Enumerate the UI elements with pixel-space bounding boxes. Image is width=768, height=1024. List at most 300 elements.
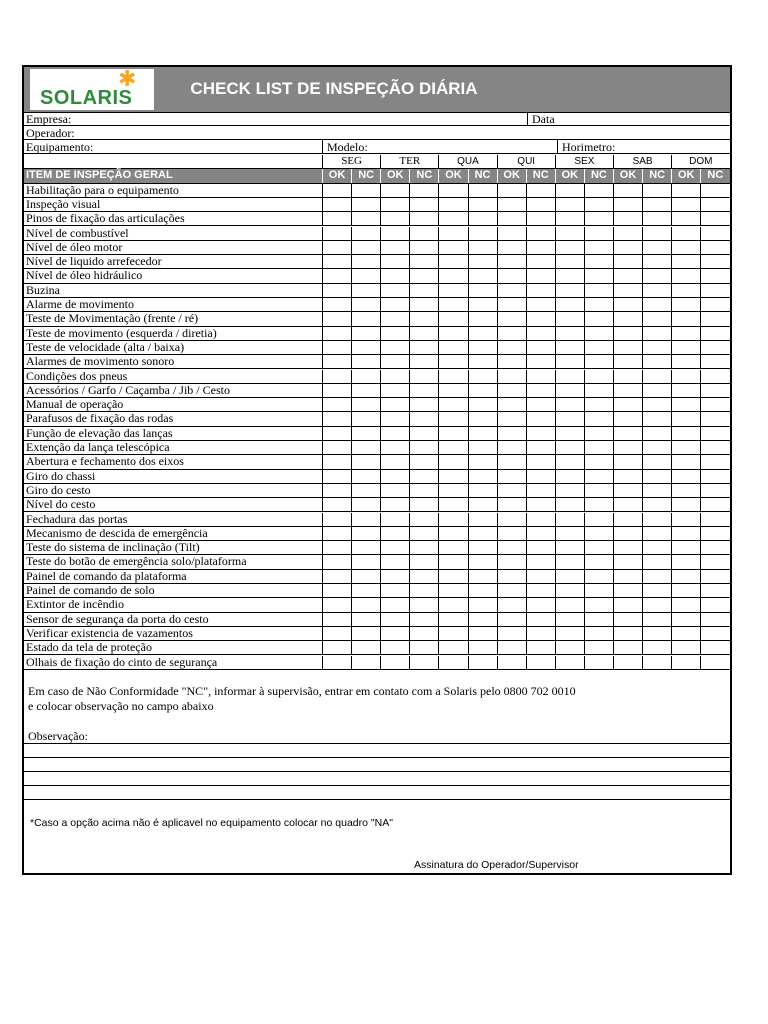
nc-cell-qui[interactable] [526, 555, 555, 568]
ok-cell-sab[interactable] [613, 627, 642, 640]
nc-cell-dom[interactable] [700, 298, 729, 311]
ok-cell-sab[interactable] [613, 498, 642, 511]
ok-cell-seg[interactable] [322, 598, 351, 611]
ok-cell-sex[interactable] [555, 584, 584, 597]
nc-cell-dom[interactable] [700, 427, 729, 440]
nc-cell-sab[interactable] [642, 613, 671, 626]
nc-cell-dom[interactable] [700, 498, 729, 511]
ok-cell-qui[interactable] [497, 555, 526, 568]
nc-cell-seg[interactable] [351, 484, 380, 497]
nc-cell-sex[interactable] [584, 584, 613, 597]
ok-cell-qui[interactable] [497, 441, 526, 454]
nc-cell-sab[interactable] [642, 498, 671, 511]
nc-cell-seg[interactable] [351, 613, 380, 626]
nc-cell-ter[interactable] [409, 441, 438, 454]
nc-cell-dom[interactable] [700, 255, 729, 268]
nc-cell-qui[interactable] [526, 656, 555, 669]
nc-cell-seg[interactable] [351, 498, 380, 511]
nc-cell-sab[interactable] [642, 370, 671, 383]
ok-cell-seg[interactable] [322, 570, 351, 583]
ok-cell-ter[interactable] [380, 656, 409, 669]
ok-cell-qua[interactable] [438, 513, 467, 526]
ok-cell-dom[interactable] [671, 455, 700, 468]
ok-cell-qui[interactable] [497, 455, 526, 468]
ok-cell-dom[interactable] [671, 613, 700, 626]
nc-cell-ter[interactable] [409, 312, 438, 325]
ok-cell-dom[interactable] [671, 284, 700, 297]
nc-cell-seg[interactable] [351, 198, 380, 211]
ok-cell-qui[interactable] [497, 584, 526, 597]
ok-cell-sex[interactable] [555, 227, 584, 240]
nc-cell-sex[interactable] [584, 412, 613, 425]
ok-cell-sab[interactable] [613, 227, 642, 240]
nc-cell-seg[interactable] [351, 541, 380, 554]
nc-cell-sex[interactable] [584, 184, 613, 197]
observacao-line[interactable] [24, 771, 730, 772]
ok-cell-seg[interactable] [322, 470, 351, 483]
nc-cell-qua[interactable] [468, 212, 497, 225]
ok-cell-ter[interactable] [380, 298, 409, 311]
nc-cell-qua[interactable] [468, 327, 497, 340]
nc-cell-dom[interactable] [700, 398, 729, 411]
nc-cell-dom[interactable] [700, 584, 729, 597]
ok-cell-qui[interactable] [497, 598, 526, 611]
nc-cell-qui[interactable] [526, 312, 555, 325]
nc-cell-qua[interactable] [468, 198, 497, 211]
observacao-line[interactable] [24, 743, 730, 744]
ok-cell-seg[interactable] [322, 212, 351, 225]
ok-cell-seg[interactable] [322, 555, 351, 568]
ok-cell-qua[interactable] [438, 269, 467, 282]
ok-cell-qua[interactable] [438, 298, 467, 311]
nc-cell-ter[interactable] [409, 384, 438, 397]
ok-cell-qua[interactable] [438, 613, 467, 626]
nc-cell-seg[interactable] [351, 241, 380, 254]
nc-cell-dom[interactable] [700, 370, 729, 383]
nc-cell-qui[interactable] [526, 441, 555, 454]
nc-cell-sab[interactable] [642, 427, 671, 440]
nc-cell-dom[interactable] [700, 198, 729, 211]
nc-cell-qui[interactable] [526, 269, 555, 282]
nc-cell-qui[interactable] [526, 641, 555, 654]
nc-cell-dom[interactable] [700, 212, 729, 225]
ok-cell-qui[interactable] [497, 184, 526, 197]
nc-cell-sex[interactable] [584, 198, 613, 211]
nc-cell-sab[interactable] [642, 327, 671, 340]
ok-cell-qui[interactable] [497, 370, 526, 383]
ok-cell-qui[interactable] [497, 384, 526, 397]
nc-cell-seg[interactable] [351, 327, 380, 340]
nc-cell-sex[interactable] [584, 455, 613, 468]
ok-cell-qua[interactable] [438, 384, 467, 397]
ok-cell-seg[interactable] [322, 198, 351, 211]
nc-cell-seg[interactable] [351, 298, 380, 311]
ok-cell-sab[interactable] [613, 484, 642, 497]
nc-cell-sab[interactable] [642, 598, 671, 611]
ok-cell-sex[interactable] [555, 441, 584, 454]
nc-cell-sab[interactable] [642, 455, 671, 468]
ok-cell-qua[interactable] [438, 484, 467, 497]
nc-cell-seg[interactable] [351, 355, 380, 368]
ok-cell-sex[interactable] [555, 484, 584, 497]
ok-cell-ter[interactable] [380, 341, 409, 354]
ok-cell-sab[interactable] [613, 513, 642, 526]
nc-cell-sex[interactable] [584, 255, 613, 268]
nc-cell-qui[interactable] [526, 541, 555, 554]
ok-cell-ter[interactable] [380, 441, 409, 454]
observacao-line[interactable] [24, 799, 730, 800]
ok-cell-sab[interactable] [613, 427, 642, 440]
ok-cell-ter[interactable] [380, 513, 409, 526]
nc-cell-seg[interactable] [351, 584, 380, 597]
ok-cell-qua[interactable] [438, 627, 467, 640]
nc-cell-qui[interactable] [526, 384, 555, 397]
nc-cell-qua[interactable] [468, 541, 497, 554]
nc-cell-ter[interactable] [409, 284, 438, 297]
ok-cell-sex[interactable] [555, 327, 584, 340]
nc-cell-sex[interactable] [584, 498, 613, 511]
ok-cell-qua[interactable] [438, 527, 467, 540]
nc-cell-qua[interactable] [468, 341, 497, 354]
nc-cell-qui[interactable] [526, 584, 555, 597]
ok-cell-seg[interactable] [322, 269, 351, 282]
ok-cell-ter[interactable] [380, 484, 409, 497]
nc-cell-qui[interactable] [526, 298, 555, 311]
nc-cell-sex[interactable] [584, 627, 613, 640]
nc-cell-sex[interactable] [584, 527, 613, 540]
ok-cell-ter[interactable] [380, 198, 409, 211]
nc-cell-qua[interactable] [468, 427, 497, 440]
ok-cell-sex[interactable] [555, 527, 584, 540]
nc-cell-sex[interactable] [584, 284, 613, 297]
ok-cell-seg[interactable] [322, 613, 351, 626]
nc-cell-ter[interactable] [409, 370, 438, 383]
nc-cell-dom[interactable] [700, 455, 729, 468]
nc-cell-qui[interactable] [526, 370, 555, 383]
ok-cell-sab[interactable] [613, 184, 642, 197]
nc-cell-qua[interactable] [468, 656, 497, 669]
ok-cell-qui[interactable] [497, 269, 526, 282]
ok-cell-sab[interactable] [613, 470, 642, 483]
ok-cell-qui[interactable] [497, 527, 526, 540]
ok-cell-qua[interactable] [438, 370, 467, 383]
ok-cell-sab[interactable] [613, 555, 642, 568]
ok-cell-ter[interactable] [380, 312, 409, 325]
ok-cell-ter[interactable] [380, 384, 409, 397]
ok-cell-sex[interactable] [555, 212, 584, 225]
nc-cell-seg[interactable] [351, 384, 380, 397]
ok-cell-dom[interactable] [671, 312, 700, 325]
ok-cell-dom[interactable] [671, 184, 700, 197]
ok-cell-sex[interactable] [555, 241, 584, 254]
nc-cell-sab[interactable] [642, 269, 671, 282]
ok-cell-qua[interactable] [438, 198, 467, 211]
nc-cell-dom[interactable] [700, 555, 729, 568]
ok-cell-qua[interactable] [438, 656, 467, 669]
nc-cell-sab[interactable] [642, 627, 671, 640]
nc-cell-seg[interactable] [351, 255, 380, 268]
ok-cell-qua[interactable] [438, 598, 467, 611]
nc-cell-qua[interactable] [468, 641, 497, 654]
ok-cell-sab[interactable] [613, 327, 642, 340]
nc-cell-qua[interactable] [468, 584, 497, 597]
ok-cell-qui[interactable] [497, 298, 526, 311]
ok-cell-seg[interactable] [322, 527, 351, 540]
nc-cell-seg[interactable] [351, 470, 380, 483]
nc-cell-qui[interactable] [526, 398, 555, 411]
nc-cell-sab[interactable] [642, 312, 671, 325]
ok-cell-ter[interactable] [380, 641, 409, 654]
ok-cell-dom[interactable] [671, 427, 700, 440]
nc-cell-sex[interactable] [584, 312, 613, 325]
nc-cell-sab[interactable] [642, 255, 671, 268]
nc-cell-qua[interactable] [468, 184, 497, 197]
nc-cell-ter[interactable] [409, 570, 438, 583]
ok-cell-dom[interactable] [671, 470, 700, 483]
nc-cell-ter[interactable] [409, 227, 438, 240]
ok-cell-sab[interactable] [613, 541, 642, 554]
nc-cell-sex[interactable] [584, 227, 613, 240]
ok-cell-ter[interactable] [380, 370, 409, 383]
nc-cell-qua[interactable] [468, 312, 497, 325]
ok-cell-ter[interactable] [380, 455, 409, 468]
nc-cell-qui[interactable] [526, 513, 555, 526]
nc-cell-seg[interactable] [351, 555, 380, 568]
ok-cell-ter[interactable] [380, 470, 409, 483]
ok-cell-dom[interactable] [671, 441, 700, 454]
ok-cell-qui[interactable] [497, 427, 526, 440]
nc-cell-qui[interactable] [526, 198, 555, 211]
ok-cell-dom[interactable] [671, 484, 700, 497]
nc-cell-sab[interactable] [642, 641, 671, 654]
nc-cell-sex[interactable] [584, 555, 613, 568]
nc-cell-dom[interactable] [700, 484, 729, 497]
ok-cell-seg[interactable] [322, 656, 351, 669]
nc-cell-ter[interactable] [409, 641, 438, 654]
nc-cell-qua[interactable] [468, 370, 497, 383]
ok-cell-sex[interactable] [555, 656, 584, 669]
ok-cell-sab[interactable] [613, 441, 642, 454]
nc-cell-sab[interactable] [642, 484, 671, 497]
ok-cell-ter[interactable] [380, 570, 409, 583]
nc-cell-sab[interactable] [642, 212, 671, 225]
ok-cell-dom[interactable] [671, 570, 700, 583]
nc-cell-seg[interactable] [351, 570, 380, 583]
ok-cell-dom[interactable] [671, 298, 700, 311]
ok-cell-ter[interactable] [380, 184, 409, 197]
nc-cell-qui[interactable] [526, 598, 555, 611]
ok-cell-dom[interactable] [671, 555, 700, 568]
ok-cell-seg[interactable] [322, 227, 351, 240]
nc-cell-sex[interactable] [584, 441, 613, 454]
nc-cell-seg[interactable] [351, 455, 380, 468]
ok-cell-ter[interactable] [380, 584, 409, 597]
ok-cell-seg[interactable] [322, 513, 351, 526]
nc-cell-seg[interactable] [351, 441, 380, 454]
ok-cell-qui[interactable] [497, 627, 526, 640]
nc-cell-qua[interactable] [468, 498, 497, 511]
ok-cell-qui[interactable] [497, 412, 526, 425]
nc-cell-qui[interactable] [526, 341, 555, 354]
ok-cell-qui[interactable] [497, 198, 526, 211]
nc-cell-sab[interactable] [642, 398, 671, 411]
nc-cell-dom[interactable] [700, 541, 729, 554]
ok-cell-sex[interactable] [555, 570, 584, 583]
nc-cell-dom[interactable] [700, 312, 729, 325]
nc-cell-qui[interactable] [526, 527, 555, 540]
ok-cell-qua[interactable] [438, 241, 467, 254]
ok-cell-qui[interactable] [497, 541, 526, 554]
nc-cell-sex[interactable] [584, 513, 613, 526]
ok-cell-sab[interactable] [613, 284, 642, 297]
nc-cell-seg[interactable] [351, 527, 380, 540]
ok-cell-ter[interactable] [380, 498, 409, 511]
ok-cell-seg[interactable] [322, 427, 351, 440]
nc-cell-dom[interactable] [700, 184, 729, 197]
ok-cell-ter[interactable] [380, 227, 409, 240]
ok-cell-sex[interactable] [555, 312, 584, 325]
nc-cell-seg[interactable] [351, 341, 380, 354]
ok-cell-qua[interactable] [438, 212, 467, 225]
nc-cell-seg[interactable] [351, 656, 380, 669]
ok-cell-ter[interactable] [380, 355, 409, 368]
nc-cell-qui[interactable] [526, 255, 555, 268]
nc-cell-ter[interactable] [409, 184, 438, 197]
nc-cell-ter[interactable] [409, 398, 438, 411]
ok-cell-sex[interactable] [555, 455, 584, 468]
ok-cell-qua[interactable] [438, 498, 467, 511]
nc-cell-ter[interactable] [409, 598, 438, 611]
nc-cell-qua[interactable] [468, 398, 497, 411]
ok-cell-qui[interactable] [497, 255, 526, 268]
ok-cell-sex[interactable] [555, 284, 584, 297]
ok-cell-sab[interactable] [613, 527, 642, 540]
ok-cell-seg[interactable] [322, 412, 351, 425]
ok-cell-sab[interactable] [613, 584, 642, 597]
ok-cell-dom[interactable] [671, 241, 700, 254]
nc-cell-ter[interactable] [409, 241, 438, 254]
nc-cell-sex[interactable] [584, 269, 613, 282]
ok-cell-seg[interactable] [322, 398, 351, 411]
nc-cell-qua[interactable] [468, 555, 497, 568]
nc-cell-qui[interactable] [526, 327, 555, 340]
ok-cell-seg[interactable] [322, 327, 351, 340]
nc-cell-qui[interactable] [526, 227, 555, 240]
ok-cell-sab[interactable] [613, 269, 642, 282]
observacao-line[interactable] [24, 757, 730, 758]
nc-cell-qui[interactable] [526, 570, 555, 583]
ok-cell-seg[interactable] [322, 341, 351, 354]
ok-cell-sex[interactable] [555, 513, 584, 526]
ok-cell-dom[interactable] [671, 327, 700, 340]
ok-cell-sex[interactable] [555, 184, 584, 197]
ok-cell-sex[interactable] [555, 298, 584, 311]
ok-cell-qua[interactable] [438, 255, 467, 268]
nc-cell-dom[interactable] [700, 341, 729, 354]
nc-cell-qua[interactable] [468, 355, 497, 368]
nc-cell-dom[interactable] [700, 412, 729, 425]
ok-cell-sex[interactable] [555, 412, 584, 425]
ok-cell-dom[interactable] [671, 598, 700, 611]
nc-cell-dom[interactable] [700, 513, 729, 526]
ok-cell-seg[interactable] [322, 241, 351, 254]
nc-cell-qua[interactable] [468, 598, 497, 611]
ok-cell-qui[interactable] [497, 570, 526, 583]
ok-cell-qua[interactable] [438, 341, 467, 354]
ok-cell-sab[interactable] [613, 570, 642, 583]
nc-cell-sab[interactable] [642, 341, 671, 354]
ok-cell-qui[interactable] [497, 212, 526, 225]
nc-cell-seg[interactable] [351, 427, 380, 440]
ok-cell-ter[interactable] [380, 527, 409, 540]
ok-cell-sex[interactable] [555, 641, 584, 654]
nc-cell-sex[interactable] [584, 541, 613, 554]
nc-cell-seg[interactable] [351, 398, 380, 411]
ok-cell-seg[interactable] [322, 370, 351, 383]
ok-cell-seg[interactable] [322, 627, 351, 640]
ok-cell-qua[interactable] [438, 398, 467, 411]
ok-cell-qui[interactable] [497, 227, 526, 240]
nc-cell-qua[interactable] [468, 470, 497, 483]
ok-cell-dom[interactable] [671, 412, 700, 425]
nc-cell-sab[interactable] [642, 570, 671, 583]
ok-cell-qui[interactable] [497, 312, 526, 325]
nc-cell-qua[interactable] [468, 269, 497, 282]
ok-cell-seg[interactable] [322, 498, 351, 511]
ok-cell-ter[interactable] [380, 284, 409, 297]
nc-cell-dom[interactable] [700, 269, 729, 282]
ok-cell-qua[interactable] [438, 470, 467, 483]
nc-cell-dom[interactable] [700, 441, 729, 454]
ok-cell-sex[interactable] [555, 341, 584, 354]
ok-cell-seg[interactable] [322, 384, 351, 397]
ok-cell-qua[interactable] [438, 570, 467, 583]
nc-cell-sab[interactable] [642, 441, 671, 454]
nc-cell-dom[interactable] [700, 327, 729, 340]
nc-cell-ter[interactable] [409, 484, 438, 497]
ok-cell-sex[interactable] [555, 370, 584, 383]
ok-cell-sab[interactable] [613, 656, 642, 669]
nc-cell-qua[interactable] [468, 627, 497, 640]
nc-cell-ter[interactable] [409, 255, 438, 268]
ok-cell-qua[interactable] [438, 355, 467, 368]
nc-cell-qui[interactable] [526, 184, 555, 197]
ok-cell-qui[interactable] [497, 513, 526, 526]
nc-cell-seg[interactable] [351, 412, 380, 425]
ok-cell-qua[interactable] [438, 284, 467, 297]
nc-cell-qui[interactable] [526, 212, 555, 225]
ok-cell-qui[interactable] [497, 355, 526, 368]
nc-cell-sex[interactable] [584, 241, 613, 254]
nc-cell-sab[interactable] [642, 198, 671, 211]
nc-cell-ter[interactable] [409, 455, 438, 468]
ok-cell-sab[interactable] [613, 355, 642, 368]
ok-cell-sex[interactable] [555, 355, 584, 368]
nc-cell-seg[interactable] [351, 627, 380, 640]
nc-cell-sab[interactable] [642, 470, 671, 483]
ok-cell-qua[interactable] [438, 412, 467, 425]
nc-cell-ter[interactable] [409, 470, 438, 483]
ok-cell-ter[interactable] [380, 255, 409, 268]
nc-cell-dom[interactable] [700, 627, 729, 640]
ok-cell-qui[interactable] [497, 327, 526, 340]
ok-cell-ter[interactable] [380, 541, 409, 554]
ok-cell-dom[interactable] [671, 513, 700, 526]
nc-cell-sab[interactable] [642, 527, 671, 540]
ok-cell-sab[interactable] [613, 198, 642, 211]
nc-cell-qui[interactable] [526, 484, 555, 497]
ok-cell-seg[interactable] [322, 541, 351, 554]
